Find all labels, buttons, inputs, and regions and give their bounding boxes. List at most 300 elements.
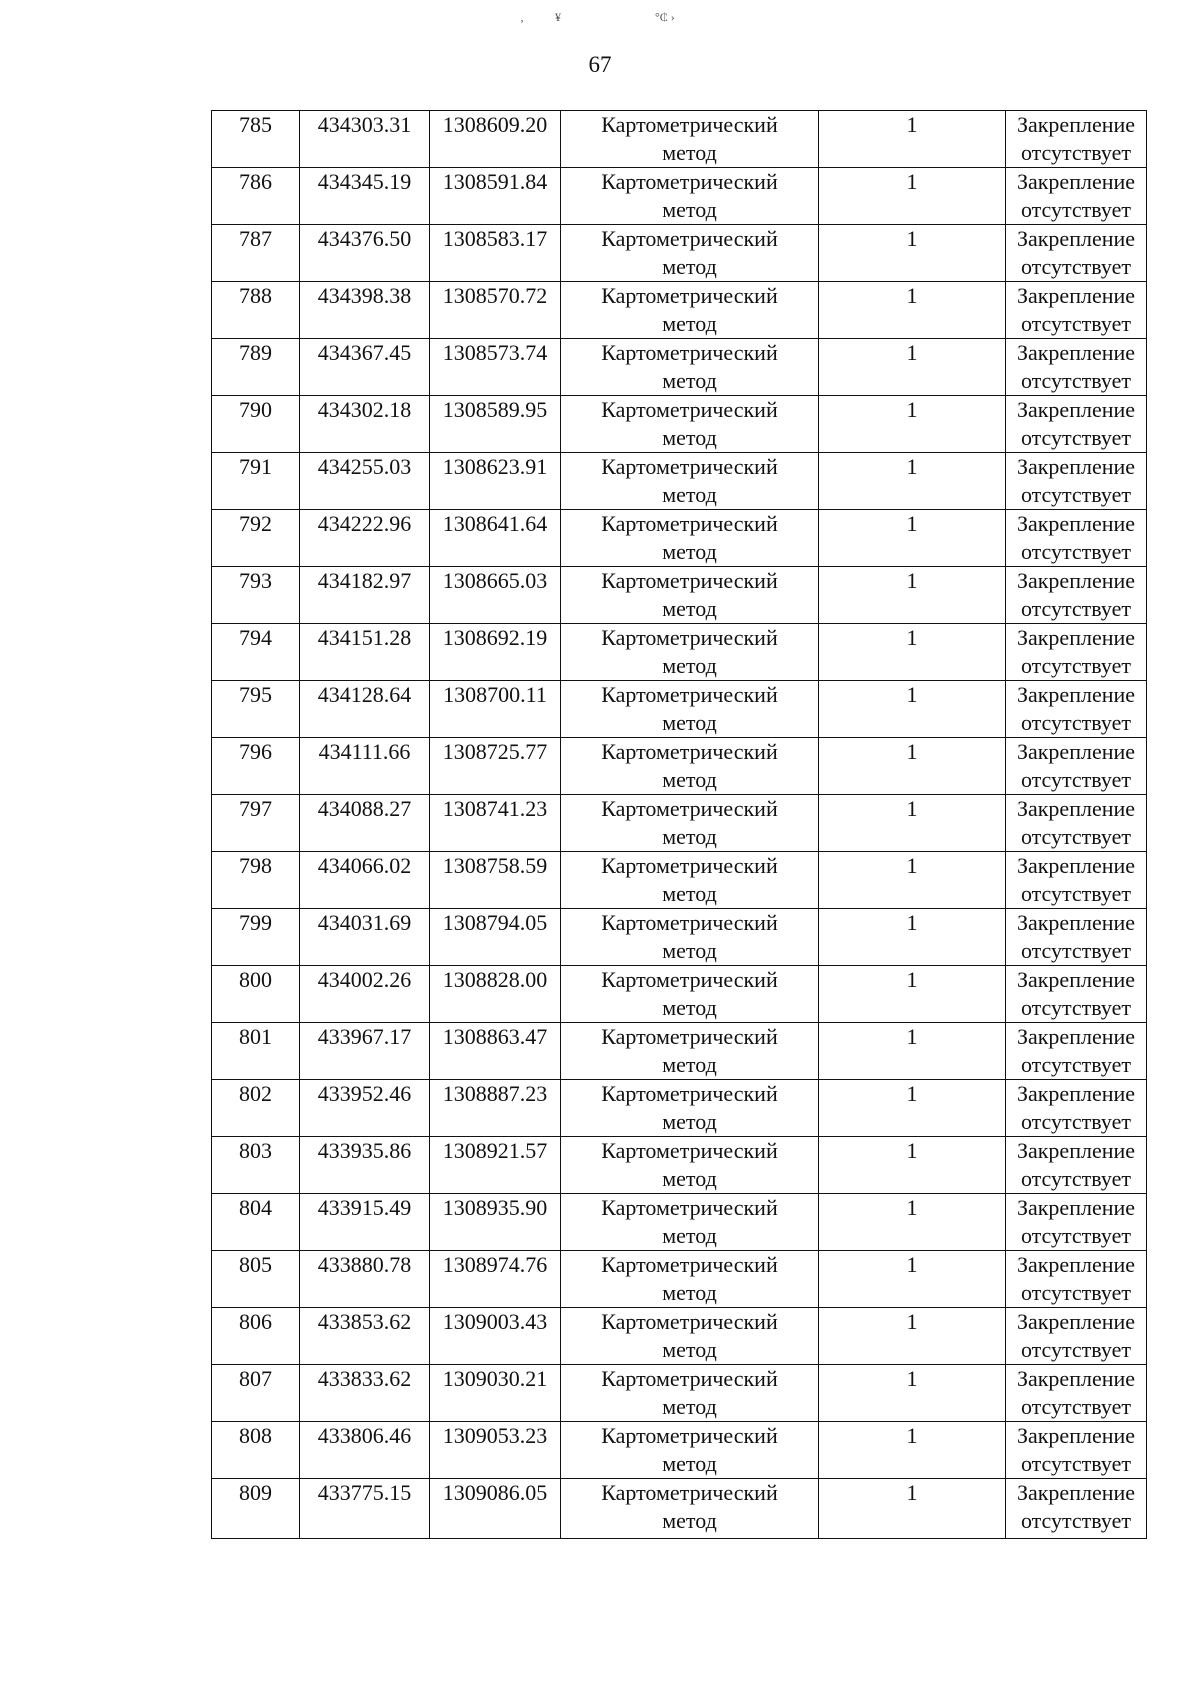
point-number-cell [212, 282, 300, 339]
y-coordinate: 1308935.90 [442, 1195, 548, 1220]
method-line-2: метод [662, 881, 717, 906]
x-coordinate: 433833.62 [317, 1366, 412, 1391]
fixation-line-1: Закрепление [1016, 853, 1136, 878]
scan-artifact: °₵ › [655, 10, 675, 24]
fixation-line-1: Закрепление [1016, 1366, 1136, 1391]
accuracy-value: 1 [906, 1480, 918, 1505]
method-line-1: Картометрический [601, 568, 778, 593]
y-coordinate: 1308591.84 [442, 169, 548, 194]
point-number-cell [212, 111, 300, 168]
fixation-line-1: Закрепление [1016, 397, 1136, 422]
y-coordinate-cell [430, 681, 561, 738]
point-number-cell [212, 1137, 300, 1194]
table-row [212, 1479, 1147, 1539]
point-number-cell [212, 1023, 300, 1080]
fixation-cell [1006, 1365, 1147, 1422]
fixation-cell [1006, 909, 1147, 966]
method-line-1: Картометрический [601, 283, 778, 308]
table-row [212, 396, 1147, 453]
point-number-cell [212, 1080, 300, 1137]
accuracy-cell [819, 738, 1006, 795]
table-row [212, 1422, 1147, 1479]
method-line-2: метод [662, 938, 717, 963]
fixation-line-2: отсутствует [1020, 824, 1132, 849]
table-row [212, 624, 1147, 681]
point-number: 797 [239, 796, 272, 821]
method-cell [561, 909, 819, 966]
method-line-2: метод [662, 995, 717, 1020]
y-coordinate-cell [430, 1080, 561, 1137]
accuracy-value: 1 [906, 511, 918, 536]
x-coordinate: 434066.02 [317, 853, 412, 878]
x-coordinate: 433775.15 [317, 1480, 412, 1505]
fixation-line-1: Закрепление [1016, 967, 1136, 992]
fixation-line-2: отсутствует [1020, 1166, 1132, 1191]
accuracy-value: 1 [906, 1138, 918, 1163]
fixation-line-2: отсутствует [1020, 1508, 1132, 1533]
accuracy-value: 1 [906, 169, 918, 194]
y-coordinate-cell [430, 453, 561, 510]
point-number: 805 [239, 1252, 272, 1277]
fixation-line-2: отсутствует [1020, 1223, 1132, 1248]
accuracy-value: 1 [906, 910, 918, 935]
accuracy-value: 1 [906, 1195, 918, 1220]
fixation-line-2: отсутствует [1020, 1109, 1132, 1134]
x-coordinate: 434182.97 [317, 568, 412, 593]
point-number-cell [212, 168, 300, 225]
accuracy-cell [819, 510, 1006, 567]
method-line-2: метод [662, 311, 717, 336]
fixation-line-1: Закрепление [1016, 739, 1136, 764]
fixation-cell [1006, 738, 1147, 795]
method-line-1: Картометрический [601, 967, 778, 992]
method-cell [561, 852, 819, 909]
y-coordinate-cell [430, 1251, 561, 1308]
point-number: 789 [239, 340, 272, 365]
fixation-line-1: Закрепление [1016, 1024, 1136, 1049]
y-coordinate: 1309053.23 [442, 1423, 548, 1448]
point-number: 796 [239, 739, 272, 764]
accuracy-cell [819, 339, 1006, 396]
x-coordinate: 433952.46 [317, 1081, 412, 1106]
method-cell [561, 1251, 819, 1308]
point-number-cell [212, 567, 300, 624]
point-number: 808 [239, 1423, 272, 1448]
table-row [212, 1023, 1147, 1080]
point-number-cell [212, 510, 300, 567]
accuracy-cell [819, 1479, 1006, 1539]
table-row [212, 225, 1147, 282]
x-coordinate-cell [300, 909, 430, 966]
table-row [212, 168, 1147, 225]
table-row [212, 339, 1147, 396]
page-number: 67 [588, 52, 612, 77]
y-coordinate: 1308641.64 [442, 511, 548, 536]
fixation-cell [1006, 339, 1147, 396]
method-line-2: метод [662, 1337, 717, 1362]
accuracy-cell [819, 1365, 1006, 1422]
method-cell [561, 1365, 819, 1422]
y-coordinate-cell [430, 282, 561, 339]
method-line-2: метод [662, 653, 717, 678]
accuracy-value: 1 [906, 682, 918, 707]
method-line-2: метод [662, 824, 717, 849]
fixation-line-2: отсутствует [1020, 1052, 1132, 1077]
method-line-1: Картометрический [601, 454, 778, 479]
y-coordinate: 1308692.19 [442, 625, 548, 650]
fixation-line-1: Закрепление [1016, 1423, 1136, 1448]
method-cell [561, 453, 819, 510]
accuracy-value: 1 [906, 1252, 918, 1277]
method-line-2: метод [662, 539, 717, 564]
fixation-cell [1006, 567, 1147, 624]
method-line-2: метод [662, 1166, 717, 1191]
point-number: 793 [239, 568, 272, 593]
method-line-2: метод [662, 1280, 717, 1305]
accuracy-value: 1 [906, 967, 918, 992]
fixation-line-2: отсутствует [1020, 1451, 1132, 1476]
point-number: 801 [239, 1024, 272, 1049]
y-coordinate: 1308887.23 [442, 1081, 548, 1106]
point-number: 794 [239, 625, 272, 650]
fixation-line-2: отсутствует [1020, 1394, 1132, 1419]
accuracy-cell [819, 1023, 1006, 1080]
y-coordinate: 1308700.11 [443, 682, 547, 707]
accuracy-value: 1 [906, 625, 918, 650]
table-row [212, 111, 1147, 168]
method-cell [561, 111, 819, 168]
x-coordinate: 433935.86 [317, 1138, 412, 1163]
accuracy-value: 1 [906, 1309, 918, 1334]
y-coordinate-cell [430, 966, 561, 1023]
y-coordinate-cell [430, 111, 561, 168]
fixation-cell [1006, 510, 1147, 567]
fixation-line-2: отсутствует [1020, 653, 1132, 678]
point-number: 799 [239, 910, 272, 935]
table-row [212, 1137, 1147, 1194]
table-row [212, 453, 1147, 510]
method-line-1: Картометрический [601, 625, 778, 650]
fixation-line-1: Закрепление [1016, 1252, 1136, 1277]
point-number-cell [212, 909, 300, 966]
accuracy-value: 1 [906, 397, 918, 422]
y-coordinate: 1308570.72 [442, 283, 548, 308]
y-coordinate: 1308589.95 [442, 397, 548, 422]
method-line-2: метод [662, 596, 717, 621]
y-coordinate: 1308828.00 [442, 967, 548, 992]
y-coordinate-cell [430, 624, 561, 681]
point-number-cell [212, 1251, 300, 1308]
point-number: 791 [239, 454, 272, 479]
fixation-line-2: отсутствует [1020, 995, 1132, 1020]
point-number-cell [212, 1422, 300, 1479]
x-coordinate: 434222.96 [317, 511, 412, 536]
y-coordinate-cell [430, 1308, 561, 1365]
fixation-cell [1006, 852, 1147, 909]
method-cell [561, 1137, 819, 1194]
fixation-line-2: отсутствует [1020, 710, 1132, 735]
fixation-cell [1006, 1194, 1147, 1251]
point-number-cell [212, 396, 300, 453]
point-number: 803 [239, 1138, 272, 1163]
method-cell [561, 396, 819, 453]
x-coordinate: 434151.28 [317, 625, 412, 650]
table-row [212, 852, 1147, 909]
y-coordinate: 1308863.47 [442, 1024, 548, 1049]
fixation-cell [1006, 1479, 1147, 1539]
table-row [212, 1251, 1147, 1308]
method-line-1: Картометрический [601, 1138, 778, 1163]
method-line-1: Картометрический [601, 169, 778, 194]
x-coordinate-cell [300, 852, 430, 909]
fixation-line-1: Закрепление [1016, 625, 1136, 650]
method-line-1: Картометрический [601, 397, 778, 422]
scan-artifact: ‚ [520, 10, 524, 24]
accuracy-cell [819, 453, 1006, 510]
y-coordinate-cell [430, 909, 561, 966]
y-coordinate: 1309030.21 [442, 1366, 548, 1391]
point-number: 802 [239, 1081, 272, 1106]
accuracy-value: 1 [906, 1366, 918, 1391]
method-cell [561, 282, 819, 339]
accuracy-cell [819, 1194, 1006, 1251]
method-line-2: метод [662, 1508, 717, 1533]
accuracy-cell [819, 1137, 1006, 1194]
y-coordinate-cell [430, 852, 561, 909]
x-coordinate-cell [300, 453, 430, 510]
method-cell [561, 168, 819, 225]
x-coordinate-cell [300, 510, 430, 567]
method-line-1: Картометрический [601, 511, 778, 536]
accuracy-cell [819, 168, 1006, 225]
method-cell [561, 339, 819, 396]
method-line-1: Картометрический [601, 1024, 778, 1049]
fixation-line-2: отсутствует [1020, 368, 1132, 393]
fixation-line-1: Закрепление [1016, 1138, 1136, 1163]
y-coordinate: 1309003.43 [442, 1309, 548, 1334]
fixation-cell [1006, 624, 1147, 681]
x-coordinate: 433806.46 [317, 1423, 412, 1448]
method-line-1: Картометрический [601, 340, 778, 365]
accuracy-value: 1 [906, 454, 918, 479]
fixation-line-2: отсутствует [1020, 311, 1132, 336]
x-coordinate: 434088.27 [317, 796, 412, 821]
fixation-cell [1006, 1308, 1147, 1365]
y-coordinate: 1308583.17 [442, 226, 548, 251]
y-coordinate: 1308665.03 [442, 568, 548, 593]
table-row [212, 1365, 1147, 1422]
method-line-1: Картометрический [601, 1309, 778, 1334]
y-coordinate: 1308573.74 [442, 340, 548, 365]
method-cell [561, 225, 819, 282]
y-coordinate: 1308623.91 [442, 454, 548, 479]
scan-artifact: ¥ [555, 10, 561, 24]
y-coordinate: 1308974.76 [442, 1252, 548, 1277]
point-number-cell [212, 1479, 300, 1539]
point-number: 792 [239, 511, 272, 536]
accuracy-value: 1 [906, 226, 918, 251]
y-coordinate: 1308741.23 [442, 796, 548, 821]
table-row [212, 909, 1147, 966]
fixation-cell [1006, 1137, 1147, 1194]
point-number: 795 [239, 682, 272, 707]
y-coordinate: 1308921.57 [442, 1138, 548, 1163]
fixation-line-2: отсутствует [1020, 881, 1132, 906]
method-line-1: Картометрический [601, 112, 778, 137]
point-number-cell [212, 225, 300, 282]
y-coordinate-cell [430, 225, 561, 282]
fixation-line-1: Закрепление [1016, 1195, 1136, 1220]
x-coordinate-cell [300, 1251, 430, 1308]
fixation-line-1: Закрепление [1016, 454, 1136, 479]
accuracy-cell [819, 909, 1006, 966]
point-number: 785 [239, 112, 272, 137]
method-cell [561, 1023, 819, 1080]
method-line-2: метод [662, 425, 717, 450]
fixation-cell [1006, 1422, 1147, 1479]
fixation-cell [1006, 111, 1147, 168]
fixation-cell [1006, 966, 1147, 1023]
method-cell [561, 1308, 819, 1365]
accuracy-value: 1 [906, 1423, 918, 1448]
method-cell [561, 624, 819, 681]
x-coordinate-cell [300, 1479, 430, 1539]
fixation-cell [1006, 1251, 1147, 1308]
method-line-1: Картометрический [601, 682, 778, 707]
point-number: 804 [239, 1195, 272, 1220]
table-row [212, 510, 1147, 567]
y-coordinate-cell [430, 1194, 561, 1251]
method-line-1: Картометрический [601, 1423, 778, 1448]
method-cell [561, 1080, 819, 1137]
y-coordinate: 1308758.59 [442, 853, 548, 878]
x-coordinate-cell [300, 738, 430, 795]
y-coordinate-cell [430, 567, 561, 624]
fixation-line-1: Закрепление [1016, 1081, 1136, 1106]
x-coordinate-cell [300, 1137, 430, 1194]
method-line-2: метод [662, 1223, 717, 1248]
method-line-1: Картометрический [601, 739, 778, 764]
x-coordinate: 434345.19 [317, 169, 412, 194]
point-number-cell [212, 966, 300, 1023]
fixation-line-2: отсутствует [1020, 767, 1132, 792]
point-number-cell [212, 738, 300, 795]
x-coordinate-cell [300, 225, 430, 282]
fixation-line-1: Закрепление [1016, 1309, 1136, 1334]
y-coordinate: 1308609.20 [442, 112, 548, 137]
accuracy-value: 1 [906, 853, 918, 878]
point-number: 800 [239, 967, 272, 992]
accuracy-cell [819, 852, 1006, 909]
method-cell [561, 738, 819, 795]
y-coordinate-cell [430, 1479, 561, 1539]
accuracy-cell [819, 1422, 1006, 1479]
table-row [212, 567, 1147, 624]
y-coordinate-cell [430, 339, 561, 396]
point-number: 807 [239, 1366, 272, 1391]
fixation-line-2: отсутствует [1020, 482, 1132, 507]
x-coordinate-cell [300, 1365, 430, 1422]
method-line-1: Картометрический [601, 1366, 778, 1391]
coordinates-table [211, 110, 1147, 1539]
accuracy-cell [819, 396, 1006, 453]
fixation-cell [1006, 282, 1147, 339]
coordinates-table-body [212, 111, 1147, 1539]
x-coordinate: 434031.69 [317, 910, 412, 935]
point-number: 787 [239, 226, 272, 251]
accuracy-value: 1 [906, 112, 918, 137]
fixation-line-2: отсутствует [1020, 425, 1132, 450]
point-number-cell [212, 624, 300, 681]
x-coordinate-cell [300, 282, 430, 339]
y-coordinate-cell [430, 168, 561, 225]
x-coordinate-cell [300, 1422, 430, 1479]
method-cell [561, 1422, 819, 1479]
method-line-1: Картометрический [601, 853, 778, 878]
x-coordinate-cell [300, 168, 430, 225]
fixation-line-1: Закрепление [1016, 283, 1136, 308]
x-coordinate: 434303.31 [317, 112, 412, 137]
method-cell [561, 1194, 819, 1251]
y-coordinate-cell [430, 1023, 561, 1080]
method-cell [561, 681, 819, 738]
fixation-line-1: Закрепление [1016, 1480, 1136, 1505]
method-line-2: метод [662, 254, 717, 279]
accuracy-cell [819, 282, 1006, 339]
fixation-cell [1006, 795, 1147, 852]
table-row [212, 681, 1147, 738]
accuracy-cell [819, 111, 1006, 168]
accuracy-cell [819, 966, 1006, 1023]
fixation-line-1: Закрепление [1016, 112, 1136, 137]
x-coordinate-cell [300, 339, 430, 396]
method-cell [561, 510, 819, 567]
accuracy-value: 1 [906, 1081, 918, 1106]
fixation-cell [1006, 1080, 1147, 1137]
x-coordinate: 434367.45 [317, 340, 412, 365]
method-line-2: метод [662, 1052, 717, 1077]
fixation-line-2: отсутствует [1020, 539, 1132, 564]
y-coordinate: 1309086.05 [442, 1480, 548, 1505]
point-number-cell [212, 852, 300, 909]
point-number-cell [212, 453, 300, 510]
x-coordinate: 434111.66 [318, 739, 411, 764]
point-number: 798 [239, 853, 272, 878]
accuracy-value: 1 [906, 340, 918, 365]
x-coordinate: 434128.64 [317, 682, 412, 707]
x-coordinate: 433853.62 [317, 1309, 412, 1334]
x-coordinate-cell [300, 795, 430, 852]
fixation-line-1: Закрепление [1016, 169, 1136, 194]
accuracy-cell [819, 681, 1006, 738]
x-coordinate-cell [300, 567, 430, 624]
x-coordinate-cell [300, 1023, 430, 1080]
point-number-cell [212, 339, 300, 396]
point-number: 786 [239, 169, 272, 194]
method-line-2: метод [662, 482, 717, 507]
method-line-1: Картометрический [601, 1252, 778, 1277]
method-line-1: Картометрический [601, 796, 778, 821]
x-coordinate-cell [300, 396, 430, 453]
fixation-line-2: отсутствует [1020, 596, 1132, 621]
x-coordinate-cell [300, 681, 430, 738]
point-number-cell [212, 1194, 300, 1251]
y-coordinate-cell [430, 738, 561, 795]
accuracy-cell [819, 1080, 1006, 1137]
x-coordinate-cell [300, 624, 430, 681]
y-coordinate: 1308725.77 [442, 739, 548, 764]
method-line-2: метод [662, 197, 717, 222]
